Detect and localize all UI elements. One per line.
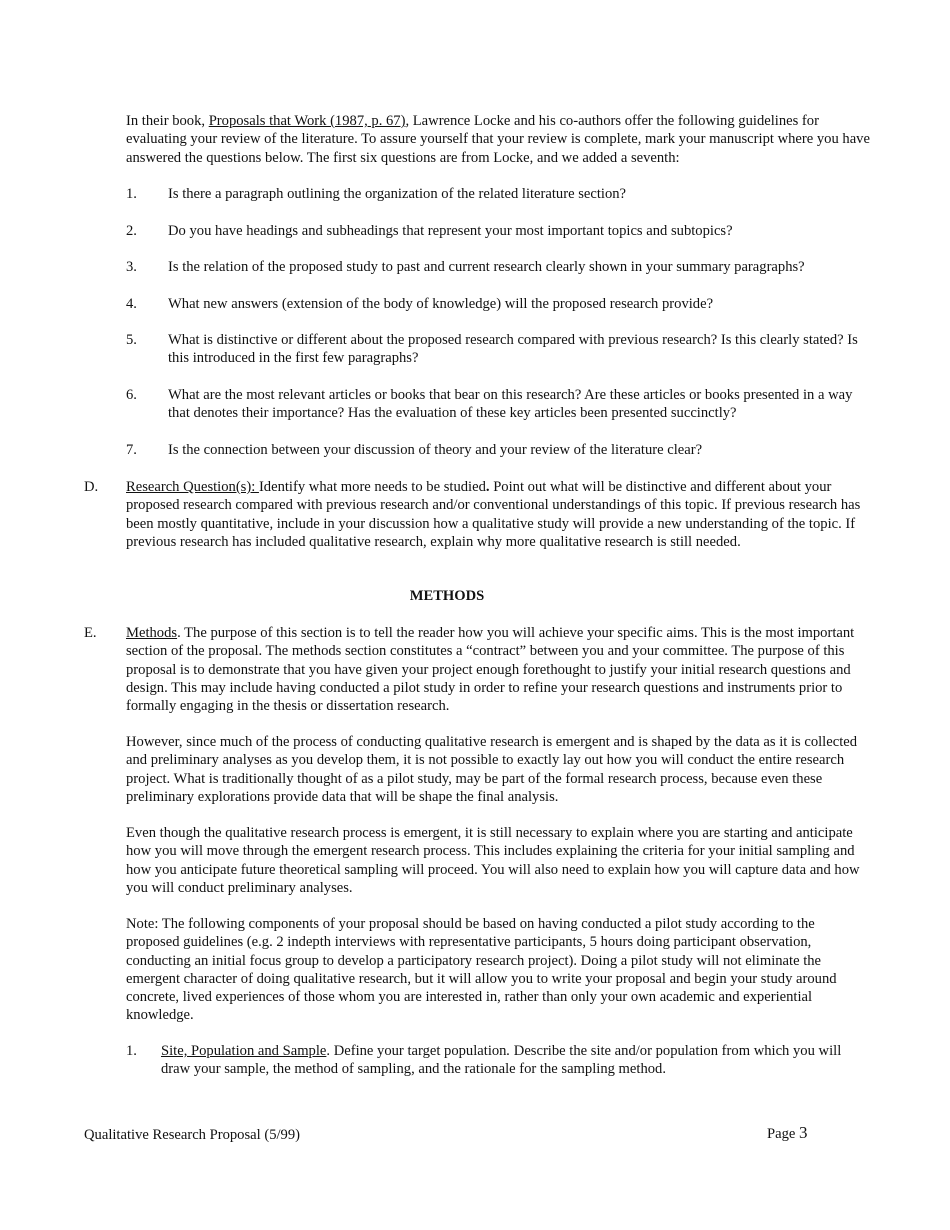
question-text: Is the connection between your discussion of theory and your review of the literature clear? — [168, 442, 703, 458]
question-number: 5. — [126, 332, 137, 348]
section-e-letter: E. — [84, 625, 97, 641]
intro-text-before: In their book, — [126, 113, 209, 129]
question-number: 3. — [126, 259, 137, 275]
question-text: Is the relation of the proposed study to past and current research clearly shown in your summary paragraphs? — [168, 259, 805, 275]
site-text-b: Describe the site and/or population from which you will draw your sample, the method of sampling, and the rationale for the sampling method. — [161, 1043, 842, 1078]
question-text: What are the most relevant articles or books that bear on this research? Are these articles or books presented in a way that denotes their importance? Has the evaluation of these key articles been presented succinctly? — [168, 387, 853, 422]
book-title: Proposals that Work (1987, p. 67) — [208, 113, 406, 129]
section-d-letter: D. — [84, 479, 99, 495]
section-e-title: Methods — [126, 625, 178, 641]
question-number: 1. — [126, 186, 137, 202]
site-text-a: . Define your target population — [326, 1043, 507, 1059]
footer-document-title: Qualitative Research Proposal (5/99) — [84, 1127, 301, 1143]
section-d-title: Research Question(s): — [126, 479, 259, 495]
question-number: 7. — [126, 442, 137, 458]
footer-page-indicator — [767, 1124, 808, 1143]
section-d-text — [126, 478, 870, 551]
question-text: What new answers (extension of the body of knowledge) will the proposed research provide? — [168, 296, 714, 312]
site-number: 1. — [126, 1043, 137, 1059]
question-text: Is there a paragraph outlining the organization of the related literature section? — [168, 186, 627, 202]
intro-paragraph — [126, 112, 870, 167]
section-d-bold-period: . — [485, 479, 490, 495]
section-d-text-b: Point out what will be distinctive and different about your proposed research compared with previous research and/or conventional understandings of this topic. If previous research has been mostly quantitative, include in your discussion how a qualitative study will provide a new understanding of the topic. If previous research has included qualitative research, explain why more qualitative research is still needed. — [126, 479, 861, 550]
site-text — [161, 1042, 870, 1079]
section-e-body: . The purpose of this section is to tell the reader how you will achieve your specific aims. This is the most important section of the proposal. The methods section constitutes a “contract” between you and your committee. The purpose of this proposal is to demonstrate that you have given your project enough forethought to justify your initial research questions and design. This may include having conducted a pilot study in order to refine your research questions and instruments prior to formally engaging in the thesis or dissertation research. — [126, 625, 855, 715]
even-though-paragraph: Even though the qualitative research process is emergent, it is still necessary to explain where you are starting and anticipate how you will move through the emergent research process. This includes explaining the criteria for your initial sampling and how you anticipate future theoretical sampling will proceed. You will also need to explain how you will capture data and how you will conduct preliminary analyses. — [126, 825, 860, 896]
however-paragraph: However, since much of the process of conducting qualitative research is emergent and is shaped by the data as it is collected and preliminary analyses as you develop them, it is not possible to exactly lay out how you will conduct the entire research project. What is traditionally thought of as a pilot study, may be part of the formal research process, because even these preliminary explorations provide data that will be shape the final analysis. — [126, 734, 858, 805]
question-text: Do you have headings and subheadings that represent your most important topics and subtopics? — [168, 223, 733, 239]
section-e-text — [126, 624, 870, 715]
intro-text-after: , Lawrence Locke and his co-authors offer the following guidelines for evaluating your review of the literature. To assure yourself that your review is complete, mark your manuscript where you have answered the questions below. The first six questions are from Locke, and we added a seventh: — [126, 113, 870, 166]
footer-page-number: 3 — [799, 1123, 808, 1142]
methods-heading: METHODS — [409, 588, 485, 604]
question-number: 6. — [126, 387, 137, 403]
section-d-text-a: Identify what more needs to be studied — [258, 479, 486, 495]
question-number: 2. — [126, 223, 137, 239]
note-paragraph: Note: The following components of your proposal should be based on having conducted a pilot study according to the proposed guidelines (e.g. 2 indepth interviews with representative participants, 5 hours doing participant observation, conducting an initial focus group to develop a participatory research project). Doing a pilot study will not eliminate the emergent character of doing qualitative research, but it will allow you to write your proposal and begin your study around concrete, lived experiences of those whom you are interested in, rather than only your own academic and experiential knowledge. — [126, 916, 837, 1024]
question-number: 4. — [126, 296, 137, 312]
footer-page-label: Page — [767, 1126, 800, 1142]
question-text: What is distinctive or different about the proposed research compared with previous research? Is this clearly stated? Is this introduced in the first few paragraphs? — [168, 332, 858, 367]
site-italic-period: . — [506, 1043, 511, 1059]
site-title: Site, Population and Sample — [161, 1043, 327, 1059]
